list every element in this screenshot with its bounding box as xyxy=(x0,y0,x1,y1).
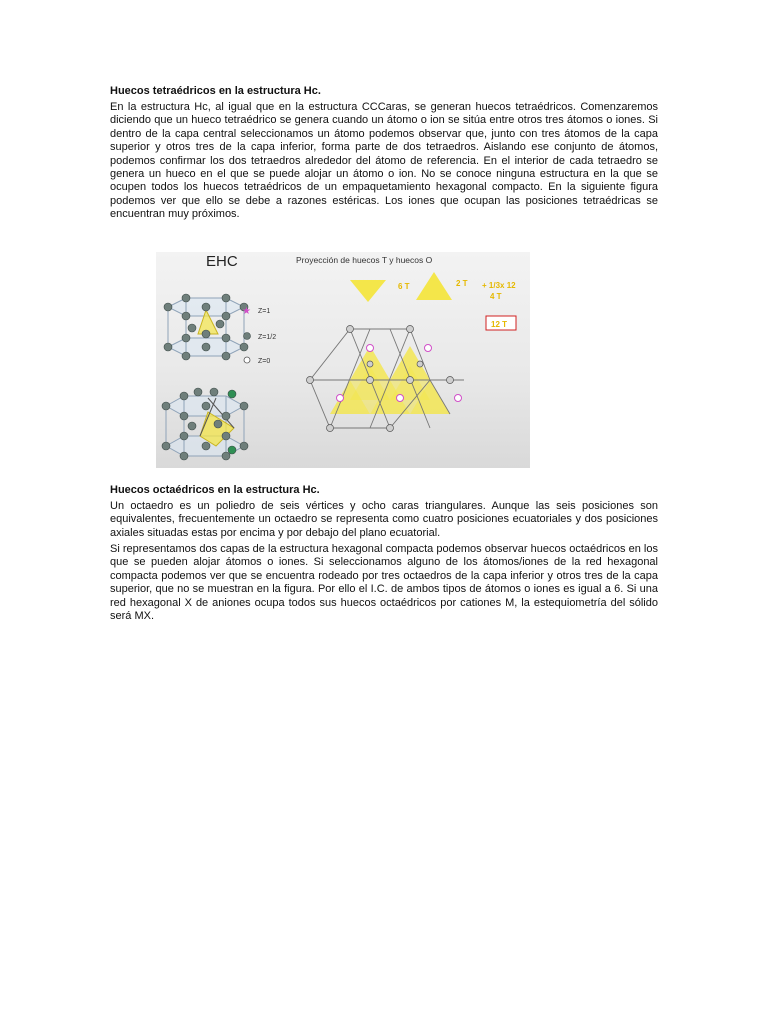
paragraph-tetrahedral: En la estructura Hc, al igual que en la estructura CCCaras, se generan huecos tetraédricos. Comenzaremos diciendo que un hueco tetraédrico se genera cuando un átomo o ion se sitúa entre otros tres átomos o iones. Si dentro de la capa central seleccionamos un átomo podemos observar que, junto con tres átomos de la capa superior y otros tres de la capa inferior, forma parte de dos tetraedros. Aislando ese conjunto de átomos, podemos confirmar los dos tetraedros alrededor del átomo de referencia. En el interior de cada tetraedro se genera un hueco en el que se puede alojar un átomo o ion. No se conoce ninguna estructura en la que se ocupen todos los huecos tetraédricos de un empaquetamiento hexagonal compacto. En la siguiente figura podemos ver que ello se debe a razones estéricas. Los iones que ocupan las posiciones tetraédricas se encuentran muy próximos. xyxy=(110,101,658,221)
ehc-diagram xyxy=(156,252,530,468)
label-2t: 2 T xyxy=(456,279,468,288)
label-12t: 12 T xyxy=(491,320,508,329)
label-formula-2: 4 T xyxy=(490,292,502,301)
star-icon: ★ xyxy=(242,306,251,317)
legend-z-half: Z=1/2 xyxy=(258,334,277,341)
legend xyxy=(242,306,276,365)
projection-diagram xyxy=(307,326,465,432)
figure-title: EHC xyxy=(206,253,238,270)
ehc-figure xyxy=(156,252,530,468)
section-heading-tetrahedral: Huecos tetraédricos en la estructura Hc. xyxy=(110,85,321,97)
label-formula-1: + 1/3x 12 xyxy=(482,281,516,290)
paragraph-octahedral-1: Un octaedro es un poliedro de seis vértices y ocho caras triangulares. Aunque las seis posiciones son equivalentes, frecuentemente un octaedro se representa como cuatro posiciones ecuatoriales y dos posiciones axiales situadas estas por encima y por debajo del plano ecuatorial. xyxy=(110,500,658,539)
triangle-2t-icon xyxy=(416,272,452,300)
paragraph-octahedral-2: Si representamos dos capas de la estructura hexagonal compacta podemos observar huecos octaédricos en los que se pueden alojar átomos o iones. Si seleccionamos alguno de los átomos/iones de la red hexagonal compacta podemos ver que se encuentra rodeado por tres octaedros de la capa inferior y otros tres de la capa superior, que no se muestran en la figura. Por ello el I.C. de ambos tipos de átomos o iones es igual a 6. Si una red hexagonal X de aniones ocupa todos sus huecos octaédricos por cationes M, la estequiometría del sólido será MX. xyxy=(110,543,658,623)
legend-atom-icon xyxy=(244,333,251,340)
legend-z0: Z=0 xyxy=(258,358,271,365)
projection-title: Proyección de huecos T y huecos O xyxy=(296,255,433,265)
label-6t: 6 T xyxy=(398,282,410,291)
legend-z1: Z=1 xyxy=(258,308,271,315)
section-heading-octahedral: Huecos octaédricos en la estructura Hc. xyxy=(110,484,320,496)
legend-open-circle-icon xyxy=(244,357,250,363)
triangle-6t-icon xyxy=(350,280,386,302)
